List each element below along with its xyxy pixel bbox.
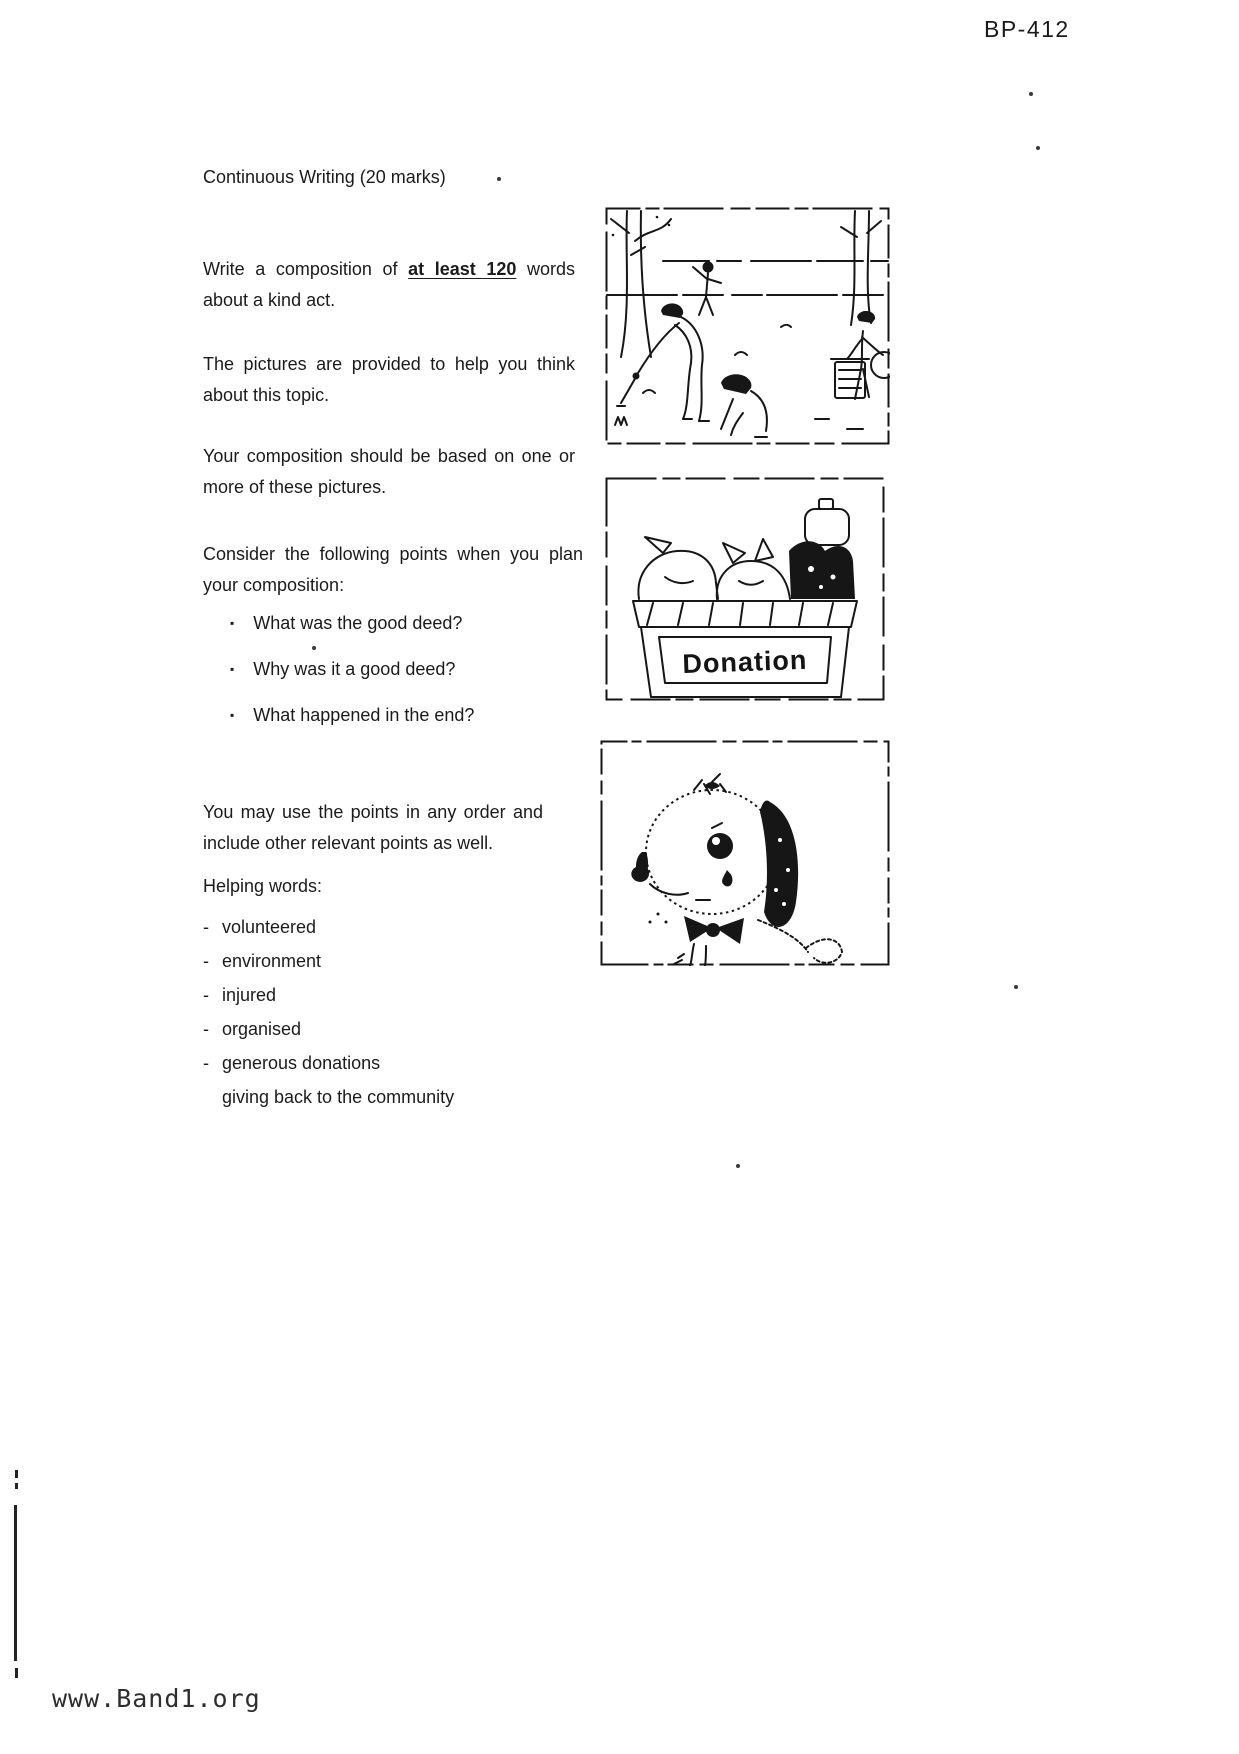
helping-word: environment	[222, 951, 322, 971]
donation-box-illustration	[605, 477, 885, 701]
points-list	[230, 608, 602, 746]
bullet-icon: ▪	[230, 616, 235, 630]
list-item	[203, 981, 454, 1010]
puppy-illustration	[600, 740, 890, 966]
helping-word: giving back to the community	[222, 1087, 455, 1107]
helping-words-label: Helping words:	[203, 876, 323, 896]
point-text: What happened in the end?	[253, 705, 475, 725]
helping-word: volunteered	[222, 917, 317, 937]
helping-word: injured	[222, 985, 277, 1005]
dash: -	[203, 1053, 209, 1073]
margin-line	[14, 1505, 17, 1661]
bullet-icon: ▪	[230, 708, 235, 722]
scan-artifact	[312, 646, 316, 650]
list-item	[203, 1049, 454, 1078]
list-item	[203, 1083, 454, 1112]
helping-word: organised	[222, 1019, 302, 1039]
dash	[203, 1083, 222, 1112]
puppy-drawing	[631, 774, 842, 966]
list-item	[203, 913, 454, 942]
intro-pre: Write a composition of	[203, 259, 398, 279]
intro-post: words about a kind act.	[203, 259, 575, 310]
intro-paragraph	[203, 254, 575, 316]
consider-paragraph: Consider the following points when you plan your composition:	[203, 544, 583, 595]
scan-artifact	[1029, 92, 1033, 96]
donation-box-label: Donation	[681, 644, 808, 680]
point-text: What was the good deed?	[253, 613, 463, 633]
list-item	[203, 1015, 454, 1044]
scan-artifact	[497, 177, 501, 181]
page-code: BP-412	[984, 16, 1070, 42]
donation-box-picture	[605, 477, 885, 706]
margin-tick	[15, 1668, 18, 1678]
scan-artifact	[1014, 985, 1018, 989]
bullet-icon: ▪	[230, 662, 235, 676]
dash: -	[203, 1019, 209, 1039]
park-scene-drawing	[607, 211, 890, 437]
dash: -	[203, 985, 209, 1005]
park-cleanup-picture	[605, 207, 890, 450]
puppy-picture	[600, 740, 890, 971]
margin-tick	[15, 1483, 18, 1489]
word-count-requirement: at least 120	[408, 259, 517, 279]
list-item	[203, 947, 454, 976]
scan-artifact	[736, 1164, 740, 1168]
footer-url: www.Band1.org	[52, 1684, 261, 1713]
list-item	[230, 654, 602, 687]
helping-word: generous donations	[222, 1053, 381, 1073]
task-title: Continuous Writing (20 marks)	[203, 167, 446, 187]
list-item	[230, 608, 602, 641]
scan-artifact	[1036, 146, 1040, 150]
any-order-paragraph: You may use the points in any order and include other relevant points as well.	[203, 802, 543, 853]
point-text: Why was it a good deed?	[253, 659, 456, 679]
pictures-help-paragraph: The pictures are provided to help you think about this topic.	[203, 354, 575, 405]
based-on-paragraph: Your composition should be based on one or more of these pictures.	[203, 446, 575, 497]
helping-words-list	[203, 913, 454, 1117]
list-item	[230, 700, 602, 733]
dash: -	[203, 951, 209, 971]
park-cleanup-illustration	[605, 207, 890, 445]
dash: -	[203, 917, 209, 937]
margin-tick	[15, 1470, 18, 1478]
